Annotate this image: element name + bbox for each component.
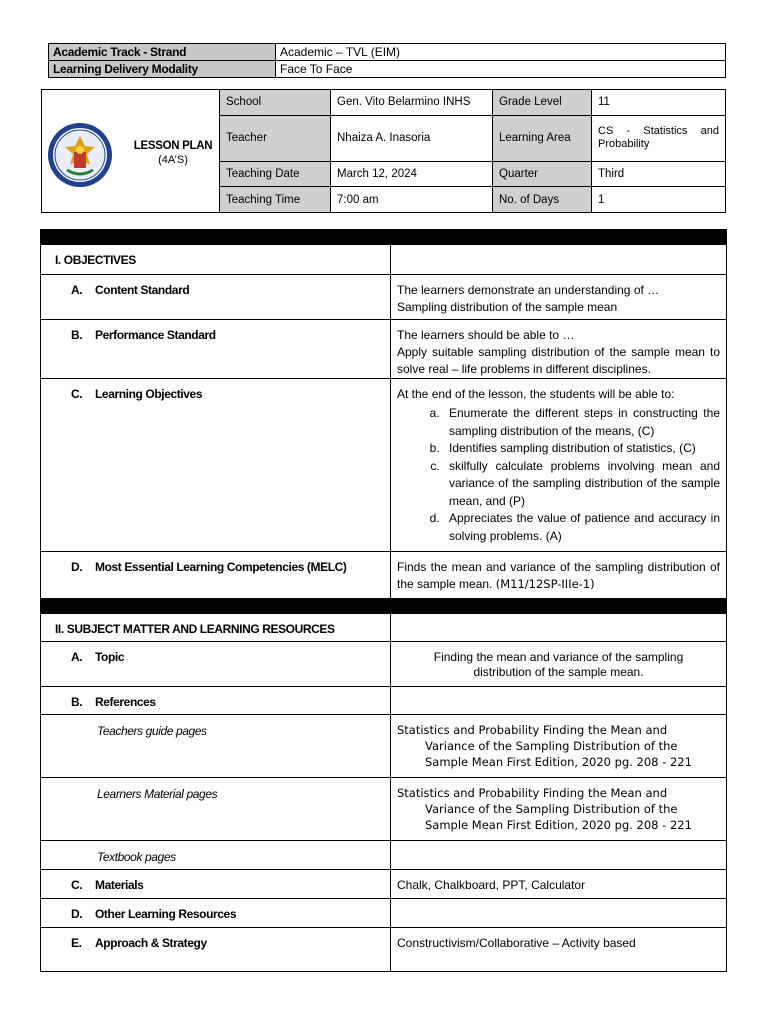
school-label: School xyxy=(220,90,331,116)
textbook-label: Textbook pages xyxy=(97,850,176,864)
other-resources-label: Other Learning Resources xyxy=(95,907,237,921)
lm-line3: Sample Mean First Edition, 2020 pg. 208 - 221 xyxy=(425,818,692,832)
days-label: No. of Days xyxy=(493,187,592,213)
objective-item: d. Appreciates the value of patience and accuracy in solving problems. (A) xyxy=(443,510,720,545)
learning-objectives-list xyxy=(397,405,720,545)
subject-matter-row xyxy=(41,614,727,642)
melc-code: (M11/12SP-IIIe-1) xyxy=(495,577,595,591)
time-value: 7:00 am xyxy=(331,187,493,213)
performance-standard-line2: Apply suitable sampling distribution of the sample mean to solve real – life problems in different disciplines. xyxy=(397,345,720,376)
learning-objectives-intro: At the end of the lesson, the students will be able to: xyxy=(397,387,675,401)
tg-line1: Statistics and Probability Finding the Mean and xyxy=(397,723,668,737)
content-standard-line2: Sampling distribution of the sample mean xyxy=(397,300,618,314)
other-resources-row xyxy=(41,899,727,928)
performance-standard-line1: The learners should be able to … xyxy=(397,328,575,342)
content-letter: A. xyxy=(71,283,83,297)
topic-label: Topic xyxy=(95,650,125,664)
materials-value: Chalk, Chalkboard, PPT, Calculator xyxy=(397,878,586,892)
section-divider xyxy=(41,230,727,245)
subject-matter-heading: II. SUBJECT MATTER AND LEARNING RESOURCES xyxy=(55,622,335,636)
lm-line1: Statistics and Probability Finding the Mean and xyxy=(397,786,668,800)
lo-letter: C. xyxy=(71,387,83,401)
references-row xyxy=(41,687,727,715)
days-value: 1 xyxy=(592,187,726,213)
objective-item: b. Identifies sampling distribution of statistics, (C) xyxy=(443,440,720,458)
teachers-guide-row xyxy=(41,715,727,778)
melc-text: Finds the mean and variance of the sampling distribution of the sample mean. xyxy=(397,560,720,591)
quarter-value: Third xyxy=(592,161,726,187)
app-letter: E. xyxy=(71,936,82,950)
melc-row xyxy=(41,552,727,599)
area-value: CS - Statistics and Probability xyxy=(592,115,726,161)
content-standard-line1: The learners demonstrate an understanding of … xyxy=(397,283,660,297)
teachers-guide-label: Teachers guide pages xyxy=(97,724,207,738)
school-value: Gen. Vito Belarmino INHS xyxy=(331,90,493,116)
olr-letter: D. xyxy=(71,907,83,921)
school-seal-logo xyxy=(47,122,113,188)
topic-letter: A. xyxy=(71,650,83,664)
objective-item: c. skilfully calculate problems involving mean and variance of the sampling distribution of the sample mean, and (P) xyxy=(443,458,720,511)
track-table xyxy=(48,43,726,78)
area-label: Learning Area xyxy=(493,115,592,161)
melc-label: Most Essential Learning Competencies (MELC) xyxy=(95,560,347,574)
track-value: Academic – TVL (EIM) xyxy=(276,44,726,61)
materials-label: Materials xyxy=(95,878,144,892)
tg-line2: Variance of the Sampling Distribution of the xyxy=(425,739,678,753)
mat-letter: C. xyxy=(71,878,83,892)
perf-letter: B. xyxy=(71,328,83,342)
textbook-row xyxy=(41,841,727,870)
time-label: Teaching Time xyxy=(220,187,331,213)
approach-value: Constructivism/Collaborative – Activity based xyxy=(397,936,636,950)
teacher-label: Teacher xyxy=(220,115,331,161)
tg-line3: Sample Mean First Edition, 2020 pg. 208 - 221 xyxy=(425,755,692,769)
modality-value: Face To Face xyxy=(276,61,726,78)
section-divider xyxy=(41,599,727,614)
references-label: References xyxy=(95,695,156,709)
learners-material-row xyxy=(41,778,727,841)
lesson-table xyxy=(40,229,727,972)
teacher-value: Nhaiza A. Inasoria xyxy=(331,115,493,161)
objectives-heading: I. OBJECTIVES xyxy=(55,253,136,267)
learners-material-label: Learners Material pages xyxy=(97,787,218,801)
info-table xyxy=(219,89,726,213)
lesson-plan-title: LESSON PLAN xyxy=(133,140,213,152)
performance-standard-label: Performance Standard xyxy=(95,328,216,342)
performance-standard-row xyxy=(41,320,727,379)
refs-letter: B. xyxy=(71,695,83,709)
modality-label: Learning Delivery Modality xyxy=(49,61,276,78)
melc-letter: D. xyxy=(71,560,83,574)
lesson-plan-subtitle: (4A’S) xyxy=(158,154,188,166)
grade-label: Grade Level xyxy=(493,90,592,116)
topic-row xyxy=(41,642,727,687)
objectives-row xyxy=(41,245,727,275)
grade-value: 11 xyxy=(592,90,726,116)
content-standard-label: Content Standard xyxy=(95,283,190,297)
topic-line2: distribution of the sample mean. xyxy=(473,665,644,679)
track-label: Academic Track - Strand xyxy=(49,44,276,61)
materials-row xyxy=(41,870,727,899)
approach-label: Approach & Strategy xyxy=(95,936,207,950)
learning-objectives-label: Learning Objectives xyxy=(95,387,203,401)
content-standard-row xyxy=(41,275,727,320)
objective-item: a. Enumerate the different steps in constructing the sampling distribution of the means, (C) xyxy=(443,405,720,440)
lm-line2: Variance of the Sampling Distribution of the xyxy=(425,802,678,816)
date-label: Teaching Date xyxy=(220,161,331,187)
topic-line1: Finding the mean and variance of the sampling xyxy=(433,650,684,664)
learning-objectives-row xyxy=(41,379,727,552)
quarter-label: Quarter xyxy=(493,161,592,187)
date-value: March 12, 2024 xyxy=(331,161,493,187)
approach-row xyxy=(41,928,727,972)
